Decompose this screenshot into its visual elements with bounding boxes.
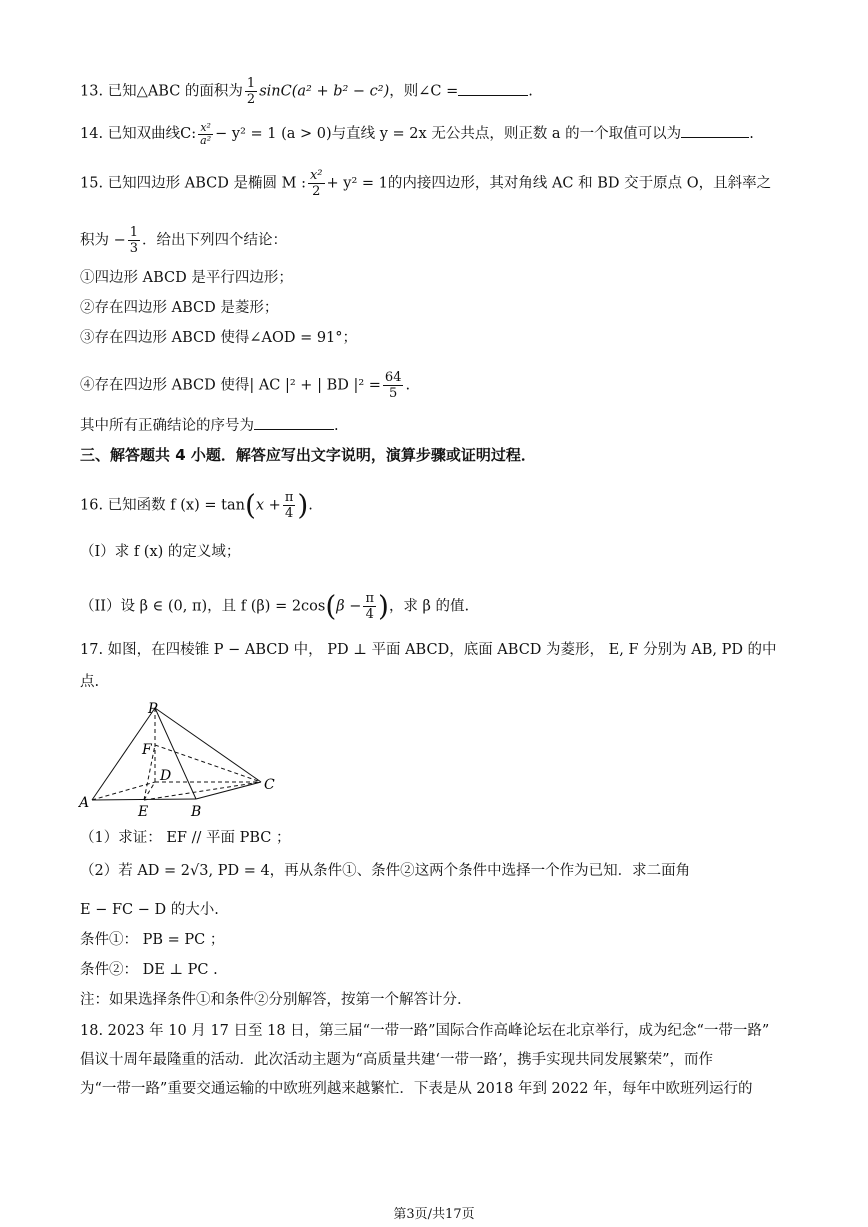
label-F: F [142, 742, 152, 758]
q17-condition-1: 条件①： PB = PC ； [80, 932, 225, 948]
question-15: 15. 已知四边形 ABCD 是椭圆 M : $\frac{\text{x²}}{2}$ + y² = 1的内接四边形，其对角线 AC 和 BD 交于原点 O，且斜率之 [80, 168, 772, 199]
question-18-line3: 为“一带一路”重要交通运输的中欧班列越来越繁忙．下表是从 2018 年到 2022 年，每年中欧班列运行的 [80, 1081, 753, 1097]
q15-c4-fraction: $\frac{64}{5}$ [384, 370, 402, 401]
q17-part-2-continued: E − FC − D 的大小. [80, 902, 219, 918]
question-16: 16. 已知函数 f (x) = tan(x + $\frac{\pi}{4}$ ). [80, 488, 313, 522]
q15-tail: 其中所有正确结论的序号为 . [80, 413, 339, 436]
question-18: 18. 2023 年 10 月 17 日至 18 日，第三届“一带一路”国际合作高峰论坛在北京举行，成为纪念“一带一路” [80, 1023, 770, 1039]
q16-part-2: （II）设 β ∈ (0, π)，且 f (β) = 2cos(β − $\frac{\pi}{4}$ )，求 β 的值. [80, 589, 470, 623]
q15-conclusion-1: ①四边形 ABCD 是平行四边形； [80, 270, 293, 286]
q14-answer-blank[interactable] [681, 121, 749, 138]
q17-note: 注：如果选择条件①和条件②分别解答，按第一个解答计分. [80, 992, 462, 1008]
q15-answer-blank[interactable] [254, 413, 334, 430]
label-D: D [160, 768, 172, 784]
question-18-line2: 倡议十周年最隆重的活动．此次活动主题为“高质量共建‘一带一路’，携手实现共同发展繁荣”，而作 [80, 1052, 714, 1068]
q15-conclusion-4: ④存在四边形 ABCD 使得| AC |² + | BD |² = $\frac{64}{5}$ . [80, 370, 411, 401]
label-B: B [191, 804, 202, 820]
q17-part-1: （1）求证： EF // 平面 PBC ； [80, 830, 291, 846]
q15-conclusion-3: ③存在四边形 ABCD 使得∠AOD = 91°； [80, 330, 358, 346]
q14-fraction: $\frac{\text{x²}}{\text{a²}}$ [200, 120, 212, 147]
pyramid-figure [78, 700, 288, 820]
label-C: C [264, 777, 275, 793]
q16-fraction: $\frac{\pi}{4}$ [284, 490, 294, 521]
question-13: 13. 已知△ABC 的面积为 $\frac{1}{2}$ sinC(a² + b² − c²)，则∠C = . [80, 76, 533, 107]
q13-answer-blank[interactable] [458, 79, 528, 96]
q16-p2-fraction: $\frac{\pi}{4}$ [365, 591, 374, 622]
question-14: 14. 已知双曲线C: $\frac{\text{x²}}{\text{a²}}$ − y² = 1 (a > 0)与直线 y = 2x 无公共点，则正数 a 的一个取值可以为 . [80, 120, 754, 147]
label-E: E [138, 804, 149, 820]
q15-slope-fraction: $\frac{1}{3}$ [129, 225, 139, 256]
edge-BC [196, 782, 261, 799]
q13-fraction: $\frac{1}{2}$ [246, 76, 256, 107]
page-footer: 第3页/共17页 [393, 1207, 475, 1222]
q13-text: 13. 已知△ABC 的面积为 [80, 83, 243, 100]
q17-part-2: （2）若 AD = 2√3, PD = 4，再从条件①、条件②这两个条件中选择一个作为已知．求二面角 [80, 863, 691, 879]
question-17: 17. 如图，在四棱锥 P − ABCD 中， PD ⊥ 平面 ABCD，底面 ABCD 为菱形， E, F 分别为 AB, PD 的中 [80, 642, 777, 658]
section-3-heading: 三、解答题共 4 小题．解答应写出文字说明，演算步骤或证明过程． [80, 446, 536, 464]
edge-PB [155, 708, 196, 799]
label-A: A [79, 795, 90, 811]
q15-conclusion-2: ②存在四边形 ABCD 是菱形； [80, 300, 279, 316]
question-15-line2: 积为 − $\frac{1}{3}$ ．给出下列四个结论： [80, 225, 288, 256]
q16-part-1: （I）求 f (x) 的定义域； [80, 544, 241, 560]
q13-expression: sinC(a² + b² − c²) [259, 83, 390, 100]
q17-condition-2: 条件②： DE ⊥ PC . [80, 962, 218, 978]
q15-fraction: $\frac{\text{x²}}{2}$ [309, 168, 323, 199]
label-P: P [148, 701, 158, 717]
question-17-line2: 点. [80, 674, 100, 690]
